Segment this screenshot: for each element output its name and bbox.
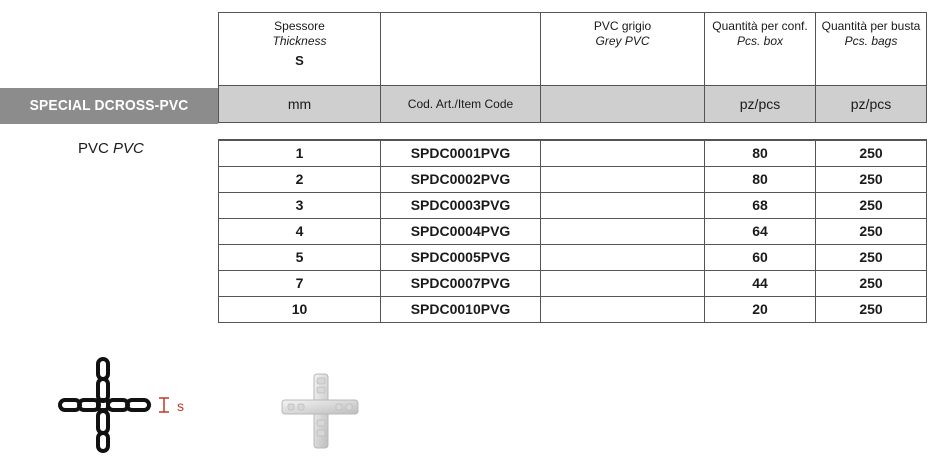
item-code-cell: SPDC0001PVG [381,140,541,166]
qty-bag-cell: 250 [816,192,927,218]
unit-mm: mm [219,86,381,123]
spacer-diagram [55,355,205,455]
qty-box-cell: 64 [705,218,816,244]
item-code-cell: SPDC0010PVG [381,296,541,322]
material-it: PVC [78,140,109,157]
table-row [219,296,927,322]
thickness-symbol: S [295,53,304,68]
qty-box-header-it: Quantità per conf. [712,19,808,33]
qty-bag-cell: 250 [816,244,927,270]
qty-box-cell: 80 [705,140,816,166]
item-code-cell: SPDC0003PVG [381,192,541,218]
grey-pvc-cell [541,192,705,218]
item-code-cell: SPDC0002PVG [381,166,541,192]
qty-box-cell: 80 [705,166,816,192]
table-row [219,166,927,192]
item-code-cell: SPDC0007PVG [381,270,541,296]
item-code-cell: SPDC0005PVG [381,244,541,270]
qty-box-cell: 20 [705,296,816,322]
spacer-photo-icon [282,374,358,448]
qty-bag-cell: 250 [816,296,927,322]
qty-box-cell: 68 [705,192,816,218]
table-row [219,140,927,166]
unit-bag: pz/pcs [816,86,927,123]
grey-pvc-cell [541,270,705,296]
product-table [218,139,927,323]
spacer-outline-icon [60,359,149,451]
thickness-cell: 5 [219,244,381,270]
material-label [78,140,144,157]
grey-unit-blank [541,86,705,123]
qty-bag-cell: 250 [816,166,927,192]
qty-bag-header [816,13,927,86]
spacer-product-photo [280,370,360,450]
qty-bag-header-it: Quantità per busta [821,19,921,33]
header-table [218,12,927,123]
thickness-cell: 1 [219,140,381,166]
grey-pvc-header-it: PVC grigio [593,19,652,33]
grey-pvc-cell [541,296,705,322]
grey-pvc-cell [541,218,705,244]
dimension-marker-icon [159,398,169,412]
table-row [219,218,927,244]
code-header-blank [381,13,541,86]
qty-box-cell: 44 [705,270,816,296]
unit-box: pz/pcs [705,86,816,123]
table-row [219,192,927,218]
thickness-header [219,13,381,86]
qty-box-header [705,13,816,86]
grey-pvc-header [541,13,705,86]
thickness-cell: 10 [219,296,381,322]
thickness-cell: 3 [219,192,381,218]
thickness-cell: 4 [219,218,381,244]
grey-pvc-cell [541,244,705,270]
product-name-bar: SPECIAL DCROSS-PVC [0,88,218,124]
grey-pvc-cell [541,166,705,192]
item-code-cell: SPDC0004PVG [381,218,541,244]
qty-bag-cell: 250 [816,218,927,244]
grey-pvc-header-en: Grey PVC [595,34,650,48]
material-en: PVC [113,140,144,157]
qty-box-cell: 60 [705,244,816,270]
dimension-label: s [177,398,184,414]
table-row [219,270,927,296]
item-code-header: Cod. Art./Item Code [381,86,541,123]
thickness-cell: 2 [219,166,381,192]
thickness-header-en: Thickness [272,34,327,48]
table-row [219,244,927,270]
thickness-header-it: Spessore [274,19,325,33]
qty-bag-cell: 250 [816,140,927,166]
grey-pvc-cell [541,140,705,166]
thickness-cell: 7 [219,270,381,296]
qty-bag-cell: 250 [816,270,927,296]
qty-box-header-en: Pcs. box [736,34,784,48]
qty-bag-header-en: Pcs. bags [844,34,898,48]
